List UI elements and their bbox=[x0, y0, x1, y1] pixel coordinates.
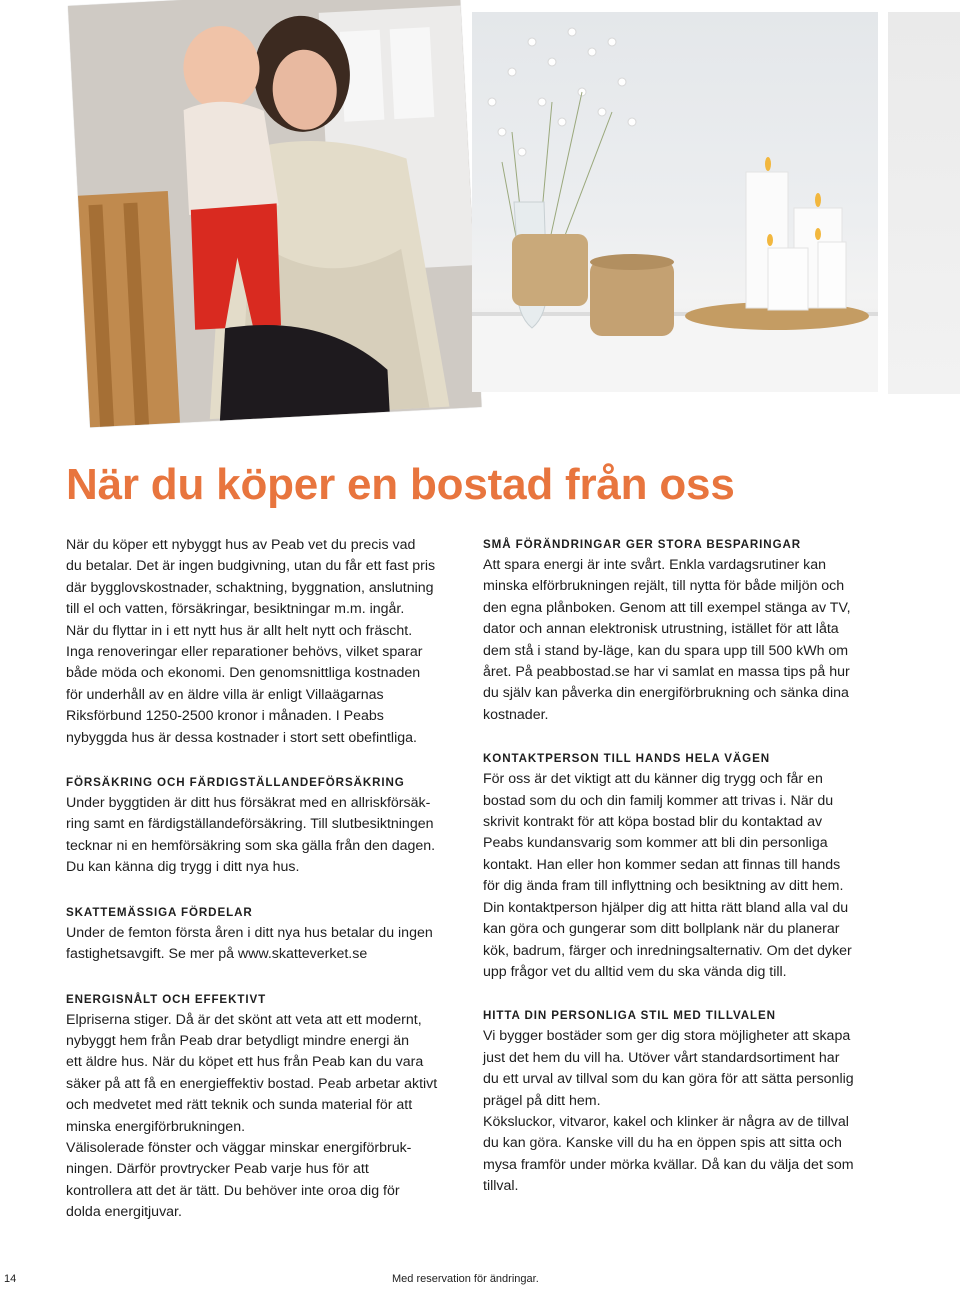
section-heading: SKATTEMÄSSIGA FÖRDELAR bbox=[66, 905, 253, 919]
text-line: bostad som du och din familj kommer att trivas i. När du bbox=[483, 792, 834, 809]
text-line: tecknar ni en hemförsäkring som ska gälla från den dagen. bbox=[66, 837, 436, 854]
text-line: fastighetsavgift. Se mer på www.skatteverket.se bbox=[66, 946, 368, 963]
text-line: När du flyttar in i ett nytt hus är allt helt nytt och fräscht. bbox=[66, 622, 413, 639]
text-line: du kan göra. Kanske vill du ha en öppen spis att sitta och bbox=[483, 1135, 842, 1152]
text-line: nybyggda hus är dessa kostnader i stort sett obefintliga. bbox=[66, 729, 417, 746]
text-line: du ett urval av tillval som du kan göra för att sätta personlig bbox=[483, 1071, 854, 1088]
style-section bbox=[483, 1006, 883, 1197]
text-line: för underhåll av en äldre villa är enligt Villaägarnas bbox=[66, 686, 384, 703]
text-line: kan göra och gungerar som ditt bollplank när du planerar bbox=[483, 921, 840, 938]
energy-section bbox=[66, 990, 466, 1224]
text-line: kostnader. bbox=[483, 706, 549, 723]
text-line: upp frågor vet du alltid vem du ska vända dig till. bbox=[483, 963, 787, 980]
section-heading: KONTAKTPERSON TILL HANDS HELA VÄGEN bbox=[483, 752, 770, 766]
text-line: Köksluckor, vitvaror, kakel och klinker är några av de tillval bbox=[483, 1113, 849, 1130]
section-heading: ENERGISNÅLT OCH EFFEKTIVT bbox=[66, 992, 267, 1006]
text-line: prägel på ditt hem. bbox=[483, 1092, 601, 1109]
text-line: Inga renoveringar eller reparationer behövs, vilket sparar bbox=[66, 644, 423, 661]
text-line: mysa framför under mörka kvällar. Då kan du välja det som bbox=[483, 1156, 854, 1173]
section-body bbox=[483, 769, 883, 983]
section-body bbox=[66, 923, 466, 966]
candles-and-flowers-photo bbox=[472, 12, 878, 392]
text-line: du betalar. Det är ingen budgivning, utan du får ett fast pris bbox=[66, 558, 436, 575]
text-line: Din kontaktperson hjälper dig att hitta rätt bland alla val du bbox=[483, 899, 849, 916]
text-line: för dig ända fram till inflyttning och besiktning av ditt hem. bbox=[483, 878, 844, 895]
white-interior-edge-photo bbox=[888, 12, 960, 394]
page-number: 14 bbox=[4, 1273, 17, 1285]
tax-section bbox=[66, 903, 466, 966]
text-line: Vi bygger bostäder som ger dig stora möjligheter att skapa bbox=[483, 1028, 851, 1045]
text-line: du själv kan påverka din energiförbrukning och sänka dina bbox=[483, 685, 849, 702]
right-column bbox=[483, 535, 883, 1198]
text-line: till el och vatten, försäkringar, besiktningar m.m. ingår. bbox=[66, 601, 405, 618]
text-line: minska energiförbrukningen. bbox=[66, 1118, 246, 1135]
contact-section bbox=[483, 749, 883, 983]
text-line: Välisolerade fönster och väggar minskar energiförbruk- bbox=[66, 1139, 412, 1156]
text-line: Peabs kundansvarig som kommer att bli din personliga bbox=[483, 835, 828, 852]
section-heading: SMÅ FÖRÄNDRINGAR GER STORA BESPARINGAR bbox=[483, 538, 802, 551]
text-line: kök, badrum, färger och inredningsalternativ. Om det dyker bbox=[483, 942, 852, 959]
text-line: tillval. bbox=[483, 1178, 519, 1195]
section-heading: FÖRSÄKRING OCH FÄRDIGSTÄLLANDEFÖRSÄKRING bbox=[66, 776, 405, 790]
text-line: ett äldre hus. När du köpet ett hus från Peab kan du vara bbox=[66, 1054, 424, 1071]
text-line: dator och annan elektronisk utrustning, istället för att låta bbox=[483, 621, 839, 638]
left-column bbox=[66, 535, 466, 1224]
text-line: just det hem du vill ha. Utöver vårt standardsortiment har bbox=[483, 1049, 840, 1066]
text-line: Elpriserna stiger. Då är det skönt att veta att ett modernt, bbox=[66, 1011, 422, 1028]
insurance-section bbox=[66, 773, 466, 879]
text-line: där bygglovskostnader, schaktning, byggnation, anslutning bbox=[66, 579, 434, 596]
savings-section bbox=[483, 535, 883, 726]
text-line: kontakt. Han eller hon kommer sedan att finnas till hands bbox=[483, 856, 841, 873]
section-body bbox=[483, 1026, 883, 1197]
footer-note: Med reservation för ändringar. bbox=[392, 1273, 539, 1285]
text-line: kontrollera att det är tätt. Du behöver inte oroa dig för bbox=[66, 1182, 400, 1199]
section-body bbox=[66, 793, 466, 879]
page-title: När du köper en bostad från oss bbox=[66, 460, 735, 509]
text-line: När du köper ett nybyggt hus av Peab vet du precis vad bbox=[66, 537, 416, 553]
woman-lifting-baby-photo bbox=[68, 0, 482, 427]
text-line: säker på att få en energieffektiv bostad. Peab arbetar aktivt bbox=[66, 1075, 438, 1092]
section-body bbox=[483, 555, 883, 726]
intro-section bbox=[66, 535, 466, 749]
section-body bbox=[66, 1010, 466, 1224]
text-line: dolda energitjuvar. bbox=[66, 1204, 182, 1221]
section-heading: HITTA DIN PERSONLIGA STIL MED TILLVALEN bbox=[483, 1009, 776, 1023]
text-line: den egna plånboken. Genom att till exempel stänga av TV, bbox=[483, 599, 851, 616]
text-line: ring samt en färdigställandeförsäkring. Till slutbesiktningen bbox=[66, 816, 434, 833]
text-line: Under de femton första åren i ditt nya hus betalar du ingen bbox=[66, 924, 433, 941]
text-line: året. På peabbostad.se har vi samlat en massa tips på hur bbox=[483, 664, 850, 681]
text-line: ningen. Därför provtrycker Peab varje hus för att bbox=[66, 1161, 369, 1178]
text-line: Du kan känna dig trygg i ditt nya hus. bbox=[66, 859, 300, 876]
text-line: dem stå i stand by-läge, kan du spara upp till 500 kWh om bbox=[483, 642, 849, 659]
text-line: För oss är det viktigt att du känner dig trygg och får en bbox=[483, 771, 823, 788]
text-line: nybyggt hem från Peab drar betydligt mindre energi än bbox=[66, 1032, 410, 1049]
text-line: Att spara energi är inte svårt. Enkla vardagsrutiner kan bbox=[483, 557, 827, 573]
text-line: skrivit kontrakt för att köpa bostad blir du kontaktad av bbox=[483, 814, 823, 831]
intro-paragraph bbox=[66, 535, 466, 749]
text-line: Riksförbund 1250-2500 kronor i månaden. I Peabs bbox=[66, 708, 384, 725]
text-line: och medvetet med rätt teknik och sunda material för att bbox=[66, 1097, 413, 1114]
text-line: minska elförbrukningen rejält, till nytta för både miljön och bbox=[483, 578, 845, 595]
text-line: både möda och ekonomi. Den genomsnittliga kostnaden bbox=[66, 665, 421, 682]
text-line: Under byggtiden är ditt hus försäkrat med en allriskförsäk- bbox=[66, 795, 431, 812]
